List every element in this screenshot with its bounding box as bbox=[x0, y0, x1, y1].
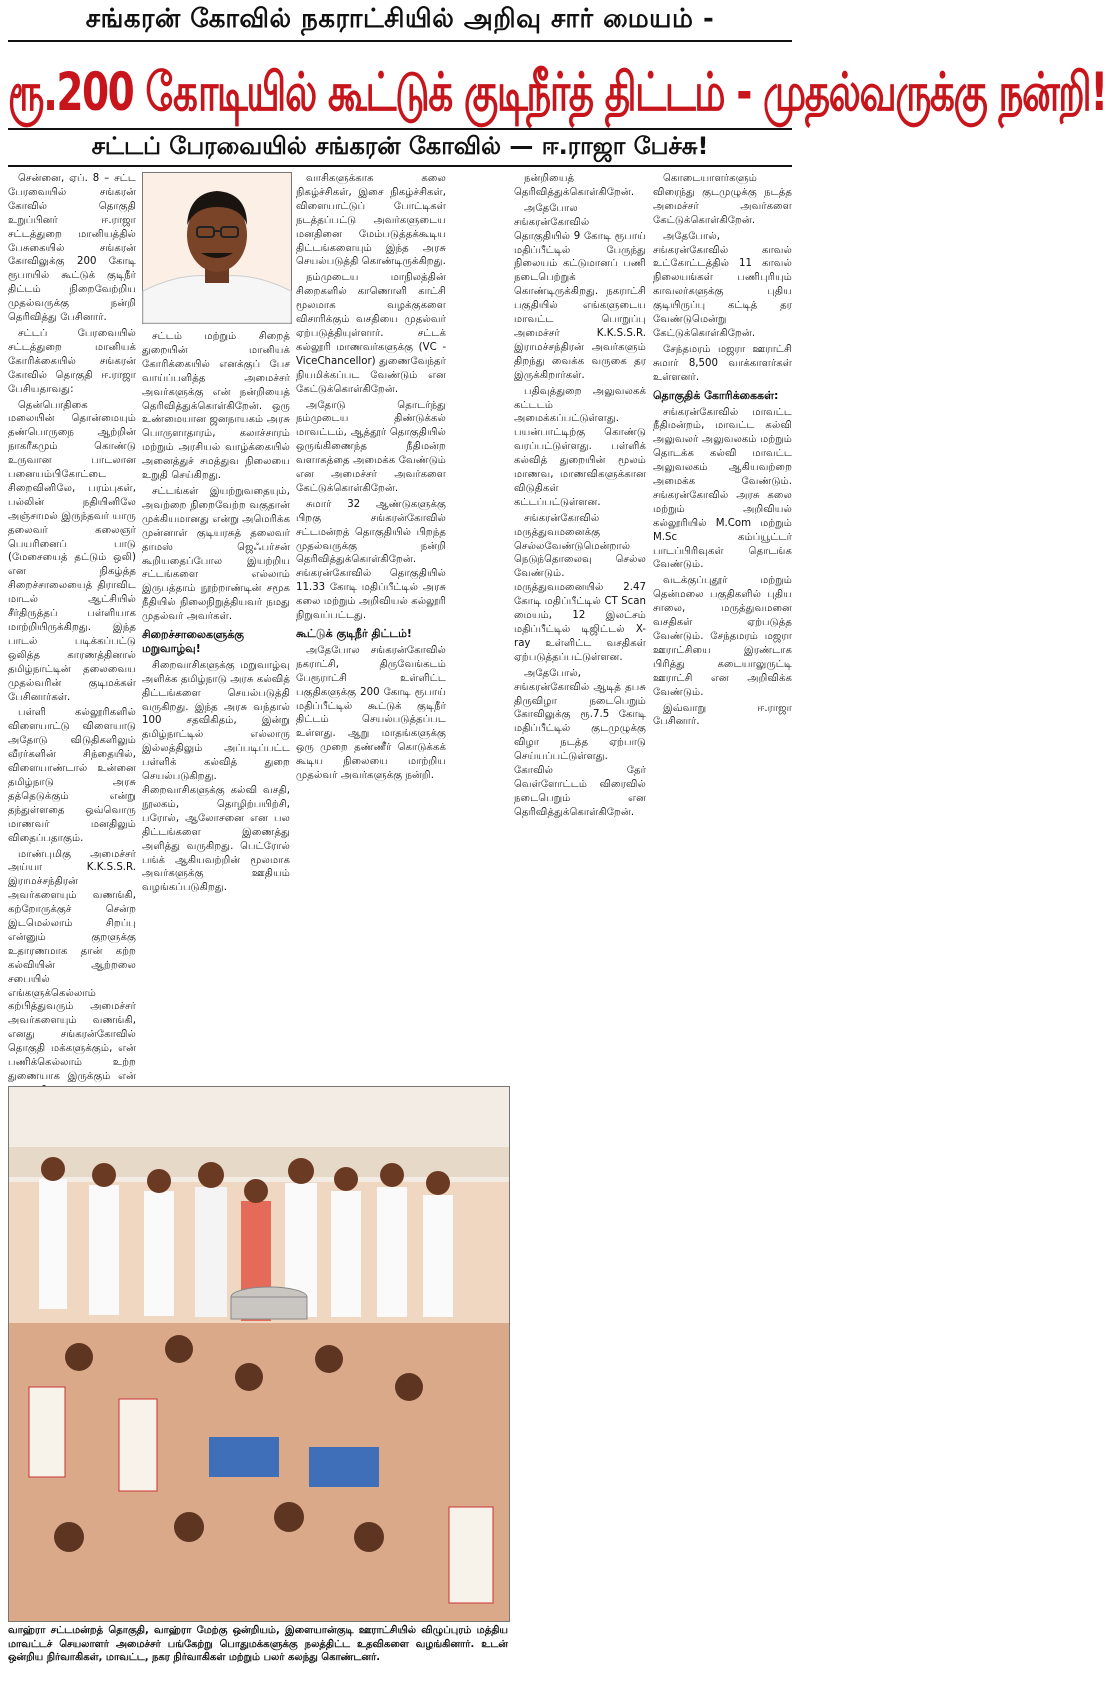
paragraph: இவ்வாறு ஈ.ராஜா பேசினார். bbox=[653, 702, 792, 728]
section-heading: சிறைச்சாலைகளுக்கு மறுவாழ்வு! bbox=[142, 628, 244, 655]
paragraph: மாண்புமிகு அமைச்சர் அய்யா K.K.S.S.R. இராமச்சந்திரன் அவர்களையும் வணங்கி, கற்றோருக்குச் சென்ற இடமெல்லாம் சிறப்பு என்னும் குறளுக்கு உதாரணமாக தான் கற்ற கல்வியின் ஆற்றலை சபையில் எங்களுக்கெல்லாம் கற்பித்துவரும் அமைச்சர் அவர்களையும் வணங்கி, எனது சங்கரன்கோவில் தொகுதி மக்களுக்கும், என் பணிக்கெல்லாம் உற்ற துணையாக இருக்கும் என் bbox=[8, 848, 136, 1082]
paragraph: சங்கரன்கோவில் மருத்துவமனைக்கு செல்லவேண்டுமென்றால் நெடுந்தொலைவு செல்ல வேண்டும். மருத்துவமனையில் 2.47 கோடி மதிப்பீட்டில் CT Scan மையம், 12 இலட்சம் மதிப்பீட்டில் டிஜிட்டல் X-ray உள்ளிட்ட வசதிகள் ஏற்படுத்தப்பட்டுள்ளன. bbox=[514, 512, 646, 663]
sub-headline: சட்டப் பேரவையில் சங்கரன் கோவில் — ஈ.ராஜா பேச்சு! bbox=[91, 132, 709, 160]
paragraph: சட்டம் மற்றும் சிறைத் துறையின் மானியக் கோரிக்கையில் எனக்குப் பேச வாய்ப்பளித்த அமைச்சர் அவர்களுக்கு என் நன்றியைத் தெரிவித்துக்கொள்கிறேன். ஒரு உண்மையான ஜனநாயகம் அரசு பொருளாதாரம், கலாச்சாரம் மற்றும் அரசியல் வாழ்க்கையில் அனைத்துச் சமத்துவ நிலையை உறுதி செய்கிறது. bbox=[142, 331, 290, 482]
event-image bbox=[9, 1087, 509, 1621]
main-headline: ரூ.200 கோடியில் கூட்டுக் குடிநீர்த் திட்டம் - முதல்வருக்கு நன்றி! bbox=[8, 62, 1107, 124]
divider bbox=[8, 165, 792, 167]
paragraph: அதோடு தொடர்ந்து நம்முடைய திண்டுக்கல் மாவட்டம், ஆத்தூர் தொகுதியில் ஒருங்கிணைந்த நீதிமன்ற வளாகத்தை அமைக்க வேண்டும் என அமைச்சர் அவர்களை கேட்டுக்கொள்கிறேன். bbox=[296, 399, 446, 494]
paragraph: அதேபோல், சங்கரன்கோவில் ஆடித் தபசு திருவிழா நடைபெறும் கோவிலுக்கு ரூ.7.5 கோடி மதிப்பீட்டில் குடமுழுக்கு விழா நடத்த ஏற்பாடு செய்யப்பட்டுள்ளது. கோவில் தேர் வெள்ளோட்டம் விரைவில் நடைபெறும் என தெரிவித்துக்கொள்கிறேன். bbox=[514, 667, 646, 818]
paragraph: அதேபோல், சங்கரன்கோவில் காவல் உட்கோட்டத்தில் 11 காவல் நிலையங்கள் பணிபுரியும் காவலர்களுக்கு புதிய குடியிருப்பு கட்டித் தர வேண்டுமென்று கேட்டுக்கொள்கிறேன். bbox=[653, 230, 792, 339]
photo-caption: வாஹ்ரா சட்டமன்றத் தொகுதி, வாஹ்ரா மேற்கு ஒன்றியம், இளையான்குடி ஊராட்சியில் விழுப்புரம் மத்திய மாவட்டச் செயலாளர் அமைச்சர் பங்கேற்று பொதுமக்களுக்கு நலத்திட்ட உதவிகளை வழங்கினார். உடன் ஒன்றிய நிர்வாகிகள், மாவட்ட, நகர நிர்வாகிகள் மற்றும் பலர் கலந்து கொண்டனர். bbox=[8, 1625, 508, 1663]
paragraph: நன்றியைத் தெரிவித்துக்கொள்கிறேன். bbox=[514, 173, 635, 198]
event-photo bbox=[8, 1086, 510, 1622]
paragraph: சங்கரன்கோவில் மாவட்ட நீதிமன்றம், மாவட்ட கல்வி அலுவலர் அலுவலகம் மற்றும் தொடக்க கல்வி மாவட்ட அலுவலகம் ஆகியவற்றை அமைக்க வேண்டும். சங்கரன்கோவில் அரசு கலை மற்றும் அறிவியல் கல்லூரியில் M.Com மற்றும் M.Sc கம்ப்யூட்டர் பாடப்பிரிவுகள் தொடங்க வேண்டும். bbox=[653, 406, 792, 571]
column-4 bbox=[514, 172, 646, 1680]
column-1 bbox=[8, 172, 136, 1082]
paragraph: வடக்குப்புதூர் மற்றும் தென்மலை பகுதிகளில் புதிய சாலை, மருத்துவமனை வசதிகள் ஏற்படுத்த வேண்டும். சேந்தமரம் மஜரா ஊராட்சியை இரண்டாக பிரித்து கடையாலுருட்டி ஊராட்சி என அறிவிக்க வேண்டும். bbox=[653, 575, 792, 698]
paragraph: வாசிகளுக்காக கலை நிகழ்ச்சிகள், இசை நிகழ்ச்சிகள், விளையாட்டுப் போட்டிகள் நடத்தப்பட்டு அவர்களுடைய மனதினை மேம்படுத்தக்கூடிய திட்டங்களையும் இந்த அரசு செயல்படுத்தி கொண்டிருக்கிறது. bbox=[296, 173, 446, 268]
paragraph: சட்டப் பேரவையில் சட்டத்துறை மானியக் கோரிக்கையில் சங்கரன் கோவில் தொகுதி ஈ.ராஜா பேசியதாவது: bbox=[8, 327, 136, 395]
kicker-headline: சங்கரன் கோவில் நகராட்சியில் அறிவு சார் மையம் - bbox=[85, 4, 715, 34]
paragraph: பதிவுத்துறை அலுவலகக் கட்டடம் அமைக்கப்பட்டுள்ளது. பயன்பாட்டிற்கு கொண்டு வரப்பட்டுள்ளது. பள்ளிக் கல்வித் துறையின் மூலம் மாணவ, மாணவிகளுக்கான விடுதிகள் கட்டப்பட்டுள்ளன. bbox=[514, 385, 646, 508]
divider bbox=[8, 40, 792, 42]
column-5 bbox=[653, 172, 792, 1680]
portrait-photo bbox=[142, 172, 292, 324]
paragraph: சென்னை, ஏப். 8 – சட்ட பேரவையில் சங்கரன் கோவில் தொகுதி உறுப்பினர் ஈ.ராஜா சட்டத்துறை மானியத்தில் பேசுகையில் சங்கரன் கோவிலுக்கு 200 கோடி ரூபாயில் கூட்டுக் குடிநீர் திட்டம் நிறைவேற்றிய முதல்வருக்கு நன்றி தெரிவித்து பேசினார். bbox=[8, 173, 136, 324]
paragraph: கொடையாளர்களும் விரைந்து குடமுழுக்கு நடத்த அமைச்சர் அவர்களை கேட்டுக்கொள்கிறேன். bbox=[653, 173, 792, 226]
paragraph: சிறைவாசிகளுக்கு மறுவாழ்வு அளிக்க தமிழ்நாடு அரசு கல்வித் திட்டங்களை செயல்படுத்தி வருகிறது. இந்த அரசு வந்தால் 100 சதவிகிதம், இன்று தமிழ்நாட்டில் எல்லாரு இல்லத்திலும் அப்படிப்பட்ட பள்ளிக் கல்வித் துறை செயல்படுகிறது. சிறைவாசிகளுக்கு கல்வி வசதி, நூலகம், தொழிற்பயிற்சி, பரோல், ஆலோசனை என பல திட்டங்களை இணைத்து அளித்து வருகிறது. பெட்ரோல் பங்க் ஆகியவற்றின் மூலமாக அவர்களுக்கு ஊதியம் வழங்கப்படுகிறது. bbox=[142, 659, 290, 894]
portrait-image bbox=[143, 173, 291, 323]
paragraph: நம்முடைய மாநிலத்தின் சிறைகளில் காணொளி காட்சி மூலமாக வழக்குகளை விசாரிக்கும் வசதியை முதல்வர் ஏற்படுத்தியுள்ளார். சட்டக் கல்லூரி மாணவர்களுக்கு (VC - ViceChancellor) துணைவேந்தர் நியமிக்கப்பட வேண்டும் என கேட்டுக்கொள்கிறேன். bbox=[296, 272, 446, 395]
section-heading: கூட்டுக் குடிநீர் திட்டம்! bbox=[296, 627, 412, 640]
column-2 bbox=[142, 330, 290, 1078]
paragraph: சேந்தமரம் மஜரா ஊராட்சி சுமார் 8,500 வாக்காளர்கள் உள்ளனர். bbox=[653, 343, 792, 383]
paragraph: தென்பொதிகை மலையின் தொன்மையும் தண்பொருநை ஆற்றின் நாகரீகமும் கொண்டு உருவான பாடலான பனையம்பிகோட்டை சிறைவினிலே, பரம்புகள், பல்லின் நதியினிலே அஞ்சாமல் இருந்தவர் யாரு தலைவர் கலைஞர் பெயரினைப் பாடு (மேசையைத் தட்டும் ஒலி) என நிகழ்த்த சிறைச்சாலையைத் திராவிட மாடல் ஆட்சியில் சீர்திருத்தப் பள்ளியாக மாற்றியிருக்கிறது. இந்த பாடல் படிக்கப்பட்டு ஒலித்த காரணத்தினால் தமிழ்நாட்டின் தலைவைய முதல்வரின் குடிமக்கள் பேசினார்கள். bbox=[8, 399, 136, 703]
divider bbox=[8, 128, 792, 130]
paragraph: பள்ளி கல்லூரிகளில் விளையாட்டு விளையாடு அதோடு விடுதிகளிலும் வீரர்களின் சிந்தையில், விளையாண்டால் உன்னை தமிழ்நாடு அரசு தத்தெடுக்கும் என்று தந்துள்ளதை ஒவ்வொரு மாணவர் மனதிலும் விதைப்பதாகும். bbox=[8, 707, 136, 844]
paragraph: அதேபோல சங்கரன்கோவில் நகராட்சி, திருவேங்கடம் பேரூராட்சி உள்ளிட்ட பகுதிகளுக்கு 200 கோடி ரூபாய் மதிப்பீட்டில் கூட்டுக் குடிநீர் திட்டம் செயல்படுத்தப்பட உள்ளது. ஆறு மாதங்களுக்கு ஒரு முறை தண்ணீர் கொடுக்கக் கூடிய நிலையை மாற்றிய முதல்வர் அவர்களுக்கு நன்றி. bbox=[296, 644, 446, 782]
paragraph: சட்டங்கள் இயற்றுவதையும், அவற்றை நிறைவேற்ற வகுதான் முக்கியமானது என்று அமெரிக்க முன்னாள் குடியரசுத் தலைவர் தாமஸ் ஜெஃபர்சன் கூறியதைப்போல இயற்றிய சட்டங்களை எல்லாம் இருபத்தாம் நூற்றாண்டின் சமூக நீதியில் நிலைநிறுத்தியவர் நமது முதல்வர் அவர்கள். bbox=[142, 485, 290, 623]
paragraph: சுமார் 32 ஆண்டுகளுக்கு பிறகு சங்கரன்கோவில் சட்டமன்றத் தொகுதியில் பிறந்த முதல்வருக்கு நன்றி தெரிவித்துக்கொள்கிறேன். சங்கரன்கோவில் தொகுதியில் 11.33 கோடி மதிப்பீட்டில் அரசு கலை மற்றும் அறிவியல் கல்லூரி நிறுவப்பட்டது. bbox=[296, 498, 446, 622]
section-heading: தொகுதிக் கோரிக்கைகள்: bbox=[653, 388, 779, 402]
paragraph: அதேபோல சங்கரன்கோவில் தொகுதியில் 9 கோடி ரூபாய் மதிப்பீட்டில் பேருந்து நிலையம் கட்டுமானப் பணி நடைபெற்றுக் கொண்டிருக்கிறது. நகராட்சி பகுதியில் எங்களுடைய மாவட்ட பொறுப்பு அமைச்சர் K.K.S.S.R. இராமச்சந்திரன் அவர்களும் திறந்து வைக்க வருகை தர இருக்கிறார்கள். bbox=[514, 202, 646, 381]
column-3 bbox=[296, 172, 446, 1077]
